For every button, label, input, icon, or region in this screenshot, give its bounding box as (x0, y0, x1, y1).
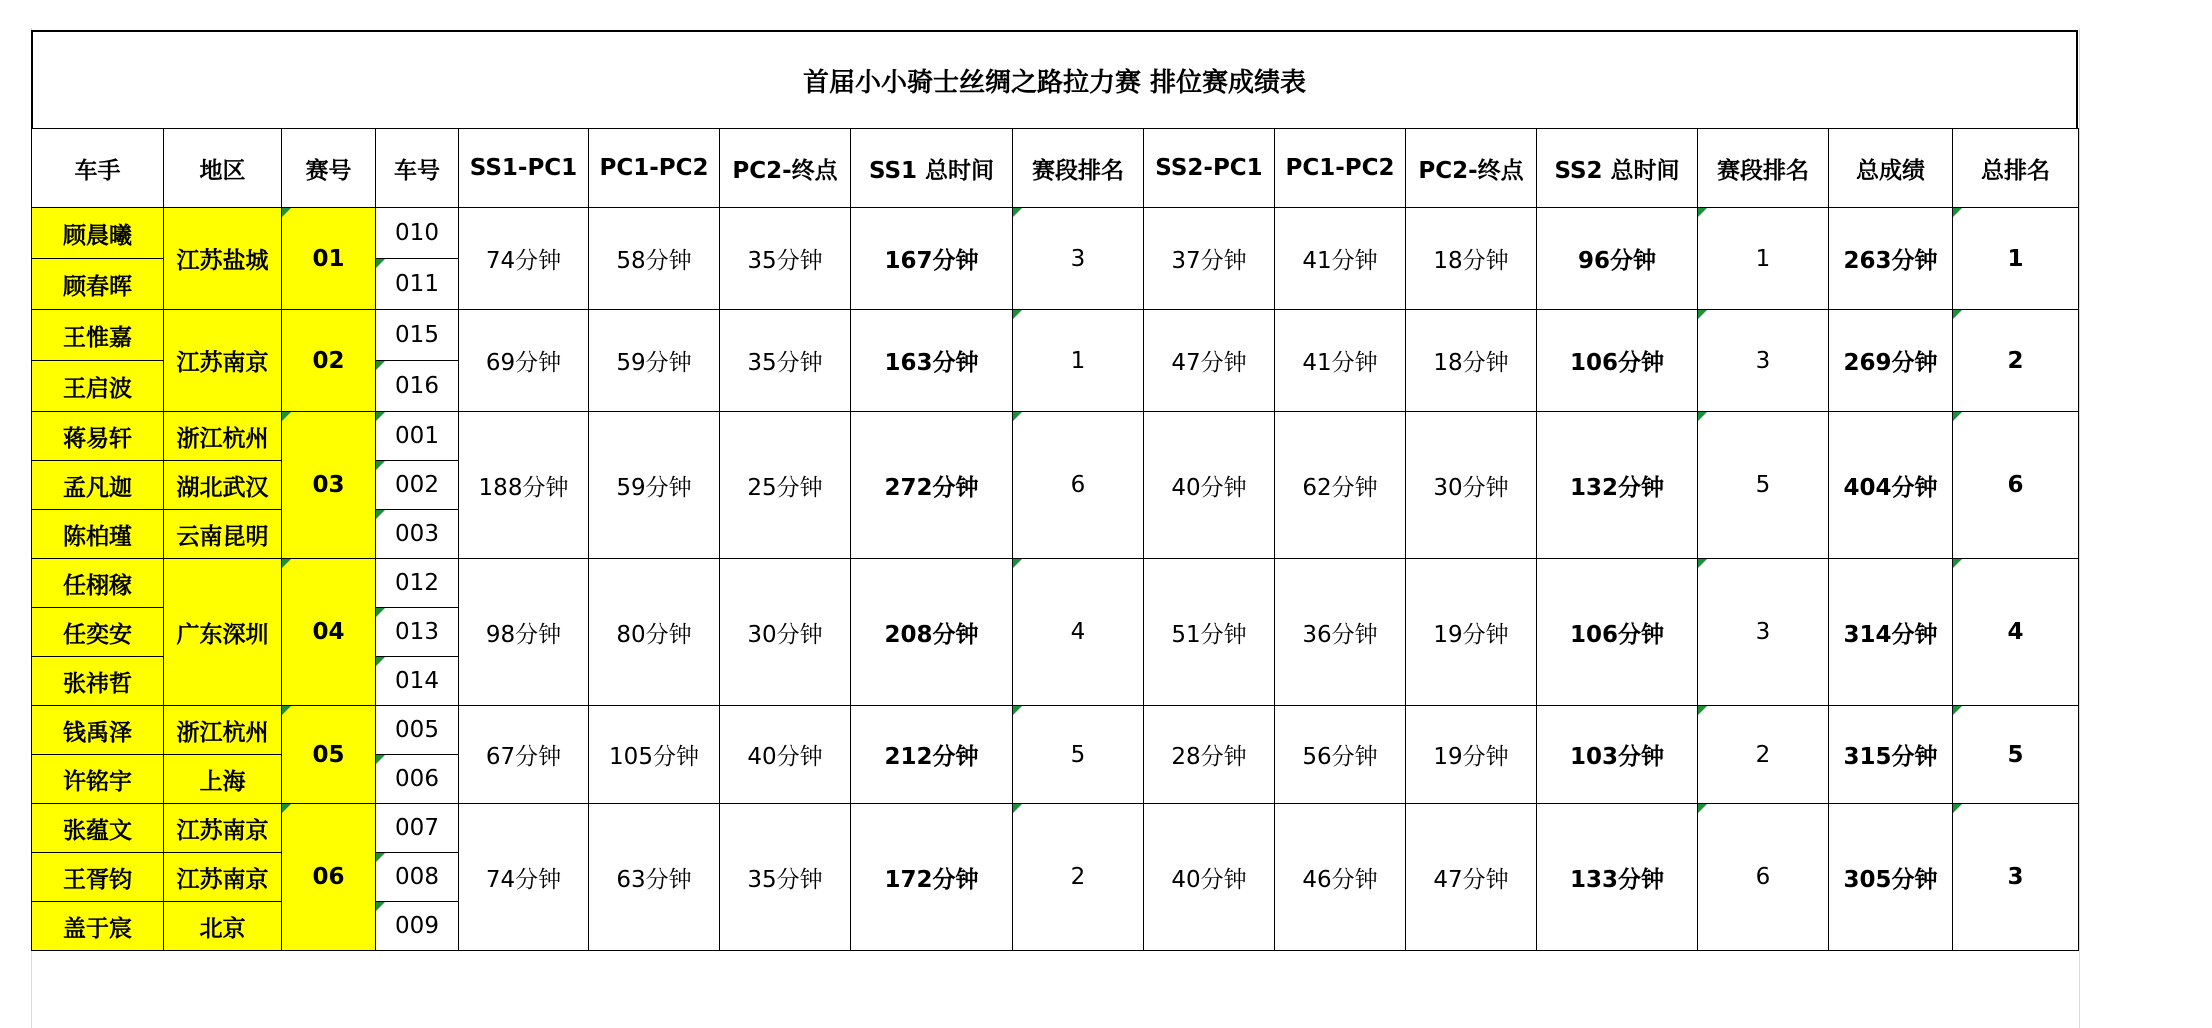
overall-rank-cell[interactable]: 1 (1953, 208, 2079, 310)
region-cell[interactable]: 湖北武汉 (164, 461, 282, 510)
car-no-cell[interactable]: 006 (376, 755, 459, 804)
stage-rank-2-cell[interactable]: 3 (1698, 559, 1829, 706)
driver-cell[interactable]: 王惟嘉 (32, 310, 164, 361)
header-driver: 车手 (32, 129, 164, 208)
ss2-pc1-cell[interactable]: 37分钟 (1144, 208, 1275, 310)
overall-cell[interactable]: 314分钟 (1829, 559, 1953, 706)
table-title: 首届小小骑士丝绸之路拉力赛 排位赛成绩表 (31, 30, 2078, 128)
header-overall: 总成绩 (1829, 129, 1953, 208)
pc2-end-a-cell[interactable]: 35分钟 (720, 310, 851, 412)
overall-rank-cell[interactable]: 4 (1953, 559, 2079, 706)
ss1-pc1-cell[interactable]: 98分钟 (459, 559, 589, 706)
car-no-cell[interactable]: 011 (376, 259, 459, 310)
header-region: 地区 (164, 129, 282, 208)
driver-cell[interactable]: 任奕安 (32, 608, 164, 657)
pc1-pc2-b-cell[interactable]: 56分钟 (1275, 706, 1406, 804)
overall-cell[interactable]: 269分钟 (1829, 310, 1953, 412)
ss1-total-cell[interactable]: 212分钟 (851, 706, 1013, 804)
header-pc2-end-a: PC2-终点 (720, 129, 851, 208)
driver-cell[interactable]: 王胥钧 (32, 853, 164, 902)
table-row (32, 706, 2079, 755)
pc2-end-a-cell[interactable]: 25分钟 (720, 412, 851, 559)
stage-rank-2-cell[interactable]: 6 (1698, 804, 1829, 951)
ss1-total-cell[interactable]: 172分钟 (851, 804, 1013, 951)
region-cell[interactable]: 浙江杭州 (164, 412, 282, 461)
pc2-end-b-cell[interactable]: 47分钟 (1406, 804, 1537, 951)
pc2-end-b-cell[interactable]: 18分钟 (1406, 310, 1537, 412)
ss2-pc1-cell[interactable]: 40分钟 (1144, 412, 1275, 559)
car-no-cell[interactable]: 010 (376, 208, 459, 259)
overall-rank-cell[interactable]: 6 (1953, 412, 2079, 559)
ss2-total-cell[interactable]: 132分钟 (1537, 412, 1698, 559)
header-pc2-end-b: PC2-终点 (1406, 129, 1537, 208)
region-cell[interactable]: 云南昆明 (164, 510, 282, 559)
pc1-pc2-b-cell[interactable]: 46分钟 (1275, 804, 1406, 951)
stage-rank-1-cell[interactable]: 3 (1013, 208, 1144, 310)
region-cell[interactable]: 广东深圳 (164, 559, 282, 706)
driver-cell[interactable]: 陈柏瑾 (32, 510, 164, 559)
ss2-pc1-cell[interactable]: 28分钟 (1144, 706, 1275, 804)
header-ss2-pc1: SS2-PC1 (1144, 129, 1275, 208)
car-no-cell[interactable]: 013 (376, 608, 459, 657)
pc1-pc2-a-cell[interactable]: 59分钟 (589, 310, 720, 412)
region-cell[interactable]: 北京 (164, 902, 282, 951)
table-row (32, 559, 2079, 608)
region-cell[interactable]: 江苏南京 (164, 804, 282, 853)
car-no-cell[interactable]: 007 (376, 804, 459, 853)
header-pc1-pc2-a: PC1-PC2 (589, 129, 720, 208)
driver-cell[interactable]: 孟凡迦 (32, 461, 164, 510)
stage-rank-1-cell[interactable]: 4 (1013, 559, 1144, 706)
driver-cell[interactable]: 任栩稼 (32, 559, 164, 608)
driver-cell[interactable]: 钱禹泽 (32, 706, 164, 755)
pc1-pc2-b-cell[interactable]: 36分钟 (1275, 559, 1406, 706)
header-team-no: 赛号 (282, 129, 376, 208)
driver-cell[interactable]: 蒋易轩 (32, 412, 164, 461)
region-cell[interactable]: 江苏南京 (164, 310, 282, 412)
pc2-end-b-cell[interactable]: 19分钟 (1406, 559, 1537, 706)
ss1-total-cell[interactable]: 208分钟 (851, 559, 1013, 706)
ss2-total-cell[interactable]: 133分钟 (1537, 804, 1698, 951)
car-no-cell[interactable]: 002 (376, 461, 459, 510)
overall-cell[interactable]: 305分钟 (1829, 804, 1953, 951)
pc1-pc2-a-cell[interactable]: 105分钟 (589, 706, 720, 804)
driver-cell[interactable]: 盖于宸 (32, 902, 164, 951)
region-cell[interactable]: 江苏南京 (164, 853, 282, 902)
car-no-cell[interactable]: 003 (376, 510, 459, 559)
stage-rank-1-cell[interactable]: 5 (1013, 706, 1144, 804)
header-stage-rank-2: 赛段排名 (1698, 129, 1829, 208)
pc1-pc2-a-cell[interactable]: 80分钟 (589, 559, 720, 706)
header-overall-rank: 总排名 (1953, 129, 2079, 208)
pc2-end-a-cell[interactable]: 40分钟 (720, 706, 851, 804)
overall-rank-cell[interactable]: 3 (1953, 804, 2079, 951)
driver-cell[interactable]: 顾春晖 (32, 259, 164, 310)
ss1-pc1-cell[interactable]: 69分钟 (459, 310, 589, 412)
results-table (31, 128, 2079, 951)
car-no-cell[interactable]: 014 (376, 657, 459, 706)
overall-rank-cell[interactable]: 5 (1953, 706, 2079, 804)
overall-cell[interactable]: 315分钟 (1829, 706, 1953, 804)
pc1-pc2-b-cell[interactable]: 41分钟 (1275, 310, 1406, 412)
ss1-total-cell[interactable]: 167分钟 (851, 208, 1013, 310)
ss2-total-cell[interactable]: 106分钟 (1537, 559, 1698, 706)
overall-cell[interactable]: 263分钟 (1829, 208, 1953, 310)
ss2-pc1-cell[interactable]: 40分钟 (1144, 804, 1275, 951)
ss1-pc1-cell[interactable]: 74分钟 (459, 208, 589, 310)
header-stage-rank-1: 赛段排名 (1013, 129, 1144, 208)
pc2-end-b-cell[interactable]: 19分钟 (1406, 706, 1537, 804)
pc2-end-a-cell[interactable]: 30分钟 (720, 559, 851, 706)
overall-cell[interactable]: 404分钟 (1829, 412, 1953, 559)
table-row (32, 310, 2079, 361)
region-cell[interactable]: 上海 (164, 755, 282, 804)
stage-rank-2-cell[interactable]: 3 (1698, 310, 1829, 412)
ss1-pc1-cell[interactable]: 74分钟 (459, 804, 589, 951)
header-pc1-pc2-b: PC1-PC2 (1275, 129, 1406, 208)
pc2-end-a-cell[interactable]: 35分钟 (720, 804, 851, 951)
ss1-pc1-cell[interactable]: 188分钟 (459, 412, 589, 559)
car-no-cell[interactable]: 009 (376, 902, 459, 951)
driver-cell[interactable]: 张蕴文 (32, 804, 164, 853)
car-no-cell[interactable]: 001 (376, 412, 459, 461)
region-cell[interactable]: 江苏盐城 (164, 208, 282, 310)
team-no-cell[interactable]: 05 (282, 706, 376, 804)
pc1-pc2-b-cell[interactable]: 62分钟 (1275, 412, 1406, 559)
stage-rank-2-cell[interactable]: 1 (1698, 208, 1829, 310)
car-no-cell[interactable]: 016 (376, 361, 459, 412)
team-no-cell[interactable]: 03 (282, 412, 376, 559)
team-no-cell[interactable]: 06 (282, 804, 376, 951)
driver-cell[interactable]: 顾晨曦 (32, 208, 164, 259)
stage-rank-2-cell[interactable]: 5 (1698, 412, 1829, 559)
header-ss1-pc1: SS1-PC1 (459, 129, 589, 208)
pc2-end-a-cell[interactable]: 35分钟 (720, 208, 851, 310)
ss2-total-cell[interactable]: 96分钟 (1537, 208, 1698, 310)
driver-cell[interactable]: 王启波 (32, 361, 164, 412)
stage-rank-2-cell[interactable]: 2 (1698, 706, 1829, 804)
car-no-cell[interactable]: 005 (376, 706, 459, 755)
region-cell[interactable]: 浙江杭州 (164, 706, 282, 755)
header-car-no: 车号 (376, 129, 459, 208)
table-row (32, 208, 2079, 259)
ss2-total-cell[interactable]: 103分钟 (1537, 706, 1698, 804)
header-ss2-total: SS2 总时间 (1537, 129, 1698, 208)
pc2-end-b-cell[interactable]: 30分钟 (1406, 412, 1537, 559)
team-no-cell[interactable]: 04 (282, 559, 376, 706)
pc1-pc2-b-cell[interactable]: 41分钟 (1275, 208, 1406, 310)
ss1-total-cell[interactable]: 163分钟 (851, 310, 1013, 412)
car-no-cell[interactable]: 015 (376, 310, 459, 361)
stage-rank-1-cell[interactable]: 2 (1013, 804, 1144, 951)
overall-rank-cell[interactable]: 2 (1953, 310, 2079, 412)
ss2-pc1-cell[interactable]: 47分钟 (1144, 310, 1275, 412)
car-no-cell[interactable]: 008 (376, 853, 459, 902)
driver-cell[interactable]: 张祎哲 (32, 657, 164, 706)
table-row (32, 412, 2079, 461)
pc1-pc2-a-cell[interactable]: 58分钟 (589, 208, 720, 310)
car-no-cell[interactable]: 012 (376, 559, 459, 608)
stage-rank-1-cell[interactable]: 1 (1013, 310, 1144, 412)
ss2-total-cell[interactable]: 106分钟 (1537, 310, 1698, 412)
header-row (32, 129, 2079, 208)
driver-cell[interactable]: 许铭宇 (32, 755, 164, 804)
ss1-pc1-cell[interactable]: 67分钟 (459, 706, 589, 804)
ss2-pc1-cell[interactable]: 51分钟 (1144, 559, 1275, 706)
pc1-pc2-a-cell[interactable]: 59分钟 (589, 412, 720, 559)
pc1-pc2-a-cell[interactable]: 63分钟 (589, 804, 720, 951)
ss1-total-cell[interactable]: 272分钟 (851, 412, 1013, 559)
stage-rank-1-cell[interactable]: 6 (1013, 412, 1144, 559)
team-no-cell[interactable]: 02 (282, 310, 376, 412)
pc2-end-b-cell[interactable]: 18分钟 (1406, 208, 1537, 310)
header-ss1-total: SS1 总时间 (851, 129, 1013, 208)
table-row (32, 804, 2079, 853)
team-no-cell[interactable]: 01 (282, 208, 376, 310)
